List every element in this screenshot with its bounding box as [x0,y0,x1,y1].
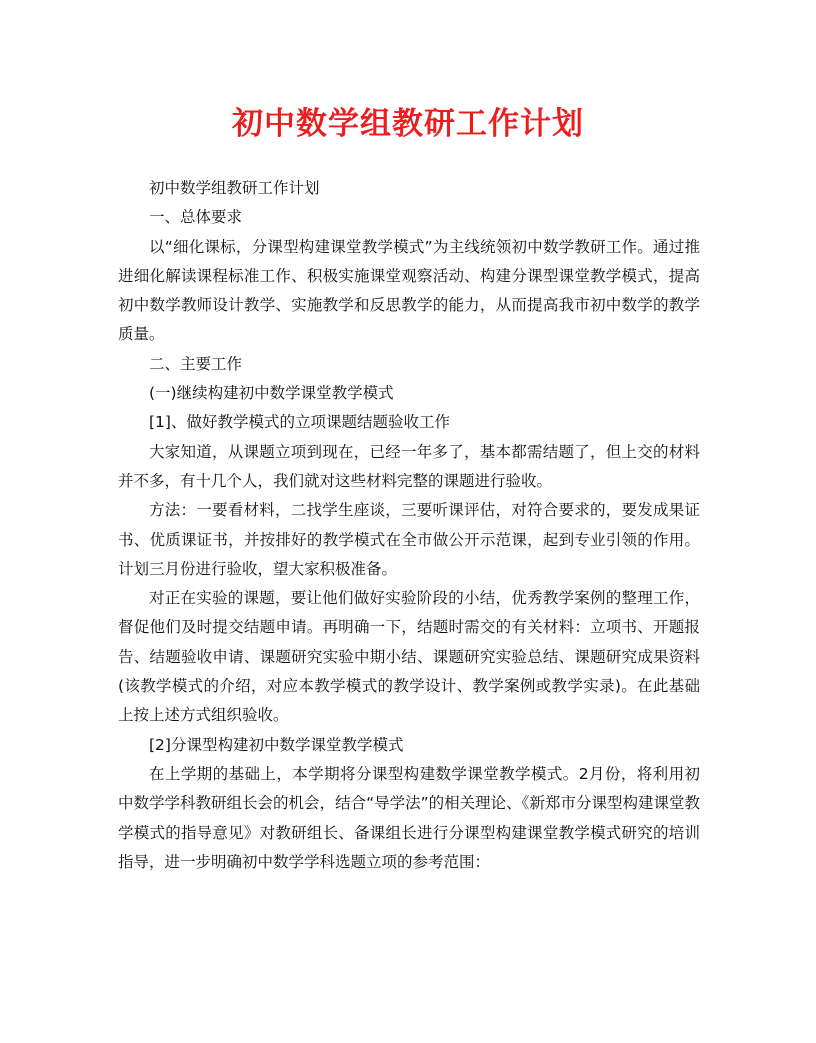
paragraph-item-1-intro: 大家知道，从课题立项到现在，已经一年多了，基本都需结题了，但上交的材料并不多，有十几个人，我们就对这些材料完整的课题进行验收。 [118,442,700,490]
paragraph-item-1-materials: 对正在实验的课题，要让他们做好实验阶段的小结，优秀教学案例的整理工作，督促他们及时提交结题申请。再明确一下，结题时需交的有关材料：立项书、开题报告、结题验收申请、课题研究实验中期小结、课题研究实验总结、课题研究成果资料(该教学模式的介绍，对应本教学模式的教学设计、教学案例或教学实录)。在此基础上按上述方式组织验收。 [118,589,700,725]
page-title: 初中数学组教研工作计划 [232,106,584,142]
heading-item-1: [1]、做好教学模式的立项课题结题验收工作 [149,413,450,432]
paragraph-overall-requirements: 以“细化课标，分课型构建课堂教学模式”为主线统领初中数学教研工作。通过推进细化解读课程标准工作、积极实施课堂观察活动、构建分课型课堂教学模式，提高初中数学教师设计教学、实施教学和反思教学的能力，从而提高我市初中数学的教学质量。 [118,237,700,344]
paragraph-item-2: 在上学期的基础上，本学期将分课型构建数学课堂教学模式。2月份，将利用初中数学学科教研组长会的机会，结合“导学法”的相关理论、《新郑市分课型构建课堂教学模式的指导意见》对教研组长、备课组长进行分课型构建课堂教学模式研究的培训指导，进一步明确初中数学学科选题立项的参考范围： [118,764,700,871]
heading-main-work: 二、主要工作 [149,354,243,373]
heading-item-2: [2]分课型构建初中数学课堂教学模式 [149,735,404,754]
heading-section-1: (一)继续构建初中数学课堂教学模式 [149,384,394,403]
heading-overall-requirements: 一、总体要求 [149,208,243,227]
paragraph-subtitle: 初中数学组教研工作计划 [149,179,320,197]
paragraph-item-1-method: 方法：一要看材料，二找学生座谈，三要听课评估，对符合要求的，要发成果证书、优质课证书，并按排好的教学模式在全市做公开示范课，起到专业引领的作用。 计划三月份进行验收，望大家积极准备。 [118,501,700,578]
document-body [118,174,700,877]
